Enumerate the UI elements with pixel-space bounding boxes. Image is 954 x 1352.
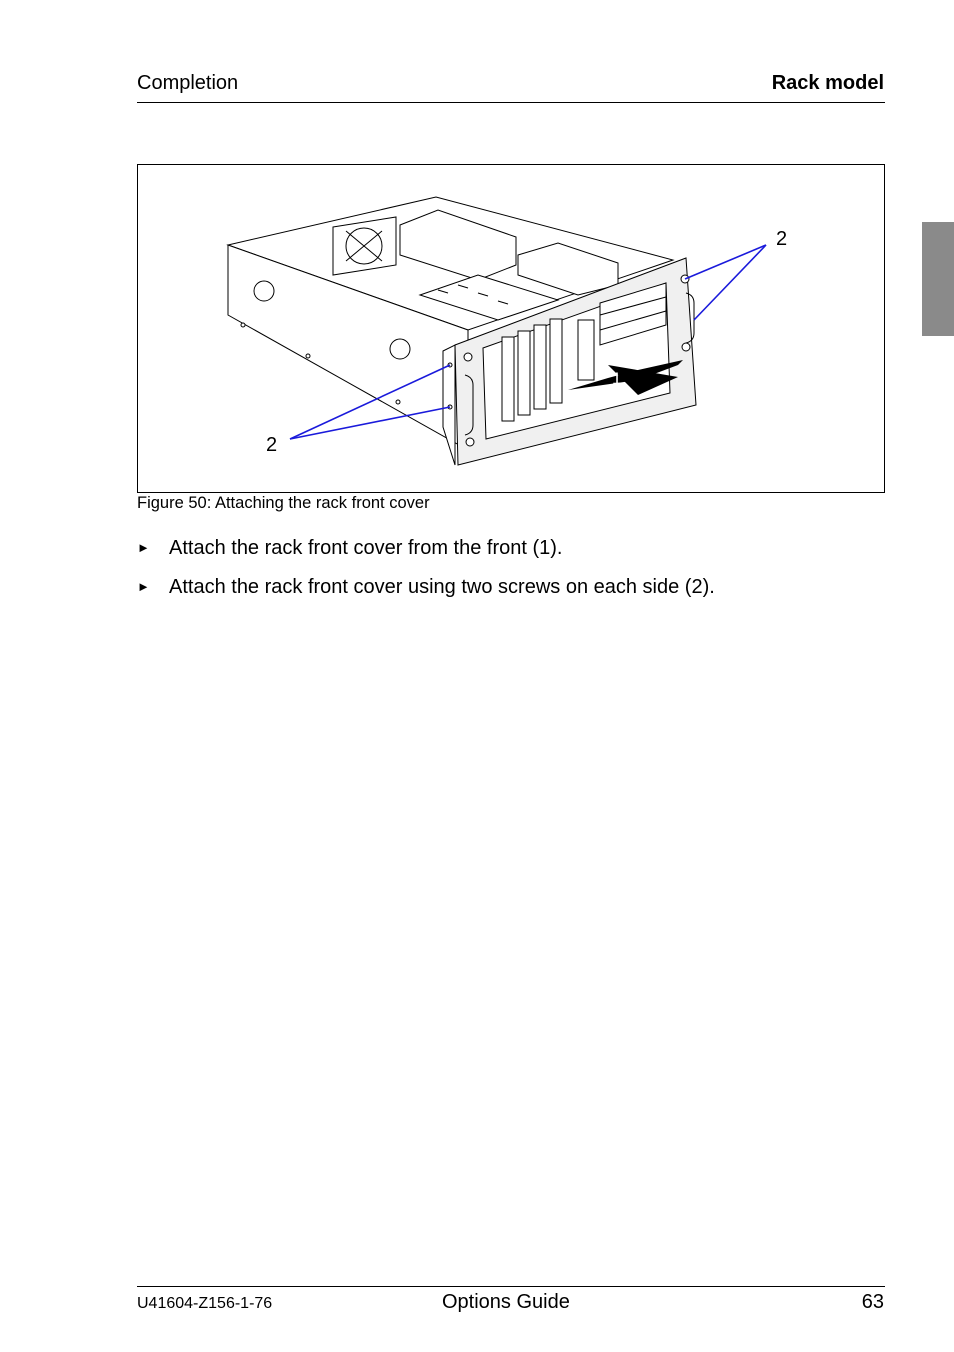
callout-1: 1 <box>612 369 622 388</box>
footer-rule <box>137 1286 885 1287</box>
step-item <box>137 537 563 560</box>
chapter-tab <box>922 222 954 336</box>
hdd-bay-1 <box>502 337 514 421</box>
footer-doc-id: U41604-Z156-1-76 <box>137 1295 273 1312</box>
step-text: Attach the rack front cover using two screws on each side (2). <box>169 576 715 598</box>
header-title: Rack model <box>771 72 884 94</box>
callout-2-top: 2 <box>776 228 788 250</box>
bullet-arrow-icon: ► <box>137 579 150 594</box>
step-text: Attach the rack front cover from the front (1). <box>169 537 563 559</box>
bullet-arrow-icon: ► <box>137 540 150 555</box>
header-rule <box>137 102 885 103</box>
hdd-bay-4 <box>550 319 562 403</box>
figure-caption: Figure 50: Attaching the rack front cover <box>137 494 430 512</box>
hdd-bay-3 <box>534 325 546 409</box>
hdd-bay-2 <box>518 331 530 415</box>
callout-2-bottom: 2 <box>266 434 278 456</box>
page-number: 63 <box>861 1291 884 1313</box>
rack-server-illustration <box>138 165 884 492</box>
header-section: Completion <box>137 72 239 94</box>
step-item <box>137 576 715 599</box>
floppy-drive <box>578 320 594 380</box>
figure-frame <box>137 164 885 493</box>
footer-title: Options Guide <box>442 1291 570 1313</box>
